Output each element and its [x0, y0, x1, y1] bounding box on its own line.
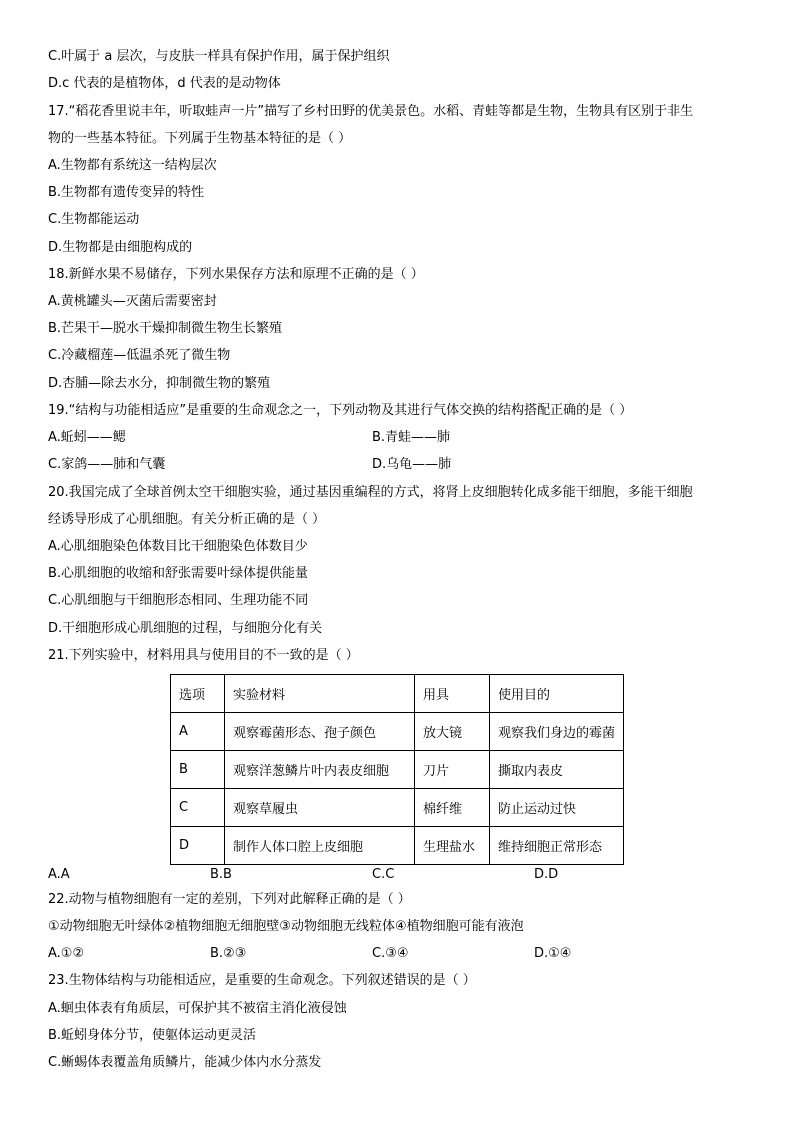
q19-stem: 19.“结构与功能相适应”是重要的生命观念之一，下列动物及其进行气体交换的结构搭配正确的是（ ） [48, 403, 633, 418]
table-cell: D [171, 827, 225, 865]
table-cell: 防止运动过快 [490, 789, 624, 827]
q22-option-c: C.③④ [372, 946, 409, 961]
table-cell: 观察我们身边的霉菌 [490, 713, 624, 751]
table-header-cell: 选项 [171, 675, 225, 713]
q20-stem-line-1: 20.我国完成了全球首例太空干细胞实验，通过基因重编程的方式，将肾上皮细胞转化成多能干细胞，多能干细胞 [48, 485, 693, 500]
q16-option-c: C.叶属于 a 层次，与皮肤一样具有保护作用，属于保护组织 [48, 49, 390, 64]
table-cell: 观察霉菌形态、孢子颜色 [225, 713, 415, 751]
q19-option-b: B.青蛙——肺 [372, 430, 451, 445]
q21-table [170, 674, 624, 865]
table-row [171, 751, 624, 789]
q23-stem: 23.生物体结构与功能相适应，是重要的生命观念。下列叙述错误的是（ ） [48, 973, 476, 988]
q22-option-b: B.②③ [210, 946, 247, 961]
table-cell: C [171, 789, 225, 827]
q22-option-d: D.①④ [534, 946, 572, 961]
q20-option-d: D.干细胞形成心肌细胞的过程，与细胞分化有关 [48, 621, 323, 636]
table-cell: 观察洋葱鳞片叶内表皮细胞 [225, 751, 415, 789]
q18-option-c: C.冷藏榴莲—低温杀死了微生物 [48, 348, 231, 363]
q17-stem-line-2: 物的一些基本特征。下列属于生物基本特征的是（ ） [48, 131, 352, 146]
table-cell: 观察草履虫 [225, 789, 415, 827]
q22-option-a: A.①② [48, 946, 85, 961]
q23-option-b: B.蚯蚓身体分节，使躯体运动更灵活 [48, 1028, 257, 1043]
table-cell: 放大镜 [415, 713, 490, 751]
table-row [171, 827, 624, 865]
table-cell: 制作人体口腔上皮细胞 [225, 827, 415, 865]
q20-option-c: C.心肌细胞与干细胞形态相同、生理功能不同 [48, 593, 309, 608]
q23-option-a: A.蛔虫体表有角质层，可保护其不被宿主消化液侵蚀 [48, 1001, 347, 1016]
q21-option-c: C.C [372, 867, 395, 882]
q22-stem: 22.动物与植物细胞有一定的差别，下列对此解释正确的是（ ） [48, 892, 411, 907]
q21-options [48, 866, 748, 884]
table-cell: 撕取内表皮 [490, 751, 624, 789]
table-cell: A [171, 713, 225, 751]
q20-option-a: A.心肌细胞染色体数目比干细胞染色体数目少 [48, 539, 308, 554]
table-cell: 刀片 [415, 751, 490, 789]
table-row [171, 713, 624, 751]
q20-option-b: B.心肌细胞的收缩和舒张需要叶绿体提供能量 [48, 566, 309, 581]
q19-option-c: C.家鸽——肺和气囊 [48, 457, 166, 472]
table-header-row [171, 675, 624, 713]
table-cell: B [171, 751, 225, 789]
q18-stem: 18.新鲜水果不易储存，下列水果保存方法和原理不正确的是（ ） [48, 267, 424, 282]
table-header-cell: 使用目的 [490, 675, 624, 713]
table-cell: 棉纤维 [415, 789, 490, 827]
q17-option-b: B.生物都有遗传变异的特性 [48, 185, 205, 200]
q17-option-c: C.生物都能运动 [48, 212, 140, 227]
q19-options-row-1 [48, 429, 748, 447]
q18-option-a: A.黄桃罐头—灭菌后需要密封 [48, 294, 217, 309]
q16-option-d: D.c 代表的是植物体，d 代表的是动物体 [48, 76, 281, 91]
q18-option-d: D.杏脯—除去水分，抑制微生物的繁殖 [48, 376, 271, 391]
q21-stem: 21.下列实验中，材料用具与使用目的不一致的是（ ） [48, 648, 359, 663]
q18-option-b: B.芒果干—脱水干燥抑制微生物生长繁殖 [48, 321, 283, 336]
q17-option-a: A.生物都有系统这一结构层次 [48, 158, 217, 173]
q23-option-c: C.蜥蜴体表覆盖角质鳞片，能减少体内水分蒸发 [48, 1055, 322, 1070]
table-header-cell: 实验材料 [225, 675, 415, 713]
q21-option-d: D.D [534, 867, 559, 882]
q17-option-d: D.生物都是由细胞构成的 [48, 240, 193, 255]
table-cell: 生理盐水 [415, 827, 490, 865]
q22-options [48, 945, 748, 963]
q21-option-b: B.B [210, 867, 232, 882]
q19-option-a: A.蚯蚓——鳃 [48, 430, 126, 445]
table-row [171, 789, 624, 827]
q19-options-row-2 [48, 456, 748, 474]
table-header-cell: 用具 [415, 675, 490, 713]
q19-option-d: D.乌龟——肺 [372, 457, 452, 472]
q21-option-a: A.A [48, 867, 70, 882]
q17-stem-line-1: 17.“稻花香里说丰年，听取蛙声一片”描写了乡村田野的优美景色。水稻、青蛙等都是生物，生物具有区别于非生 [48, 104, 694, 119]
table-cell: 维持细胞正常形态 [490, 827, 624, 865]
q22-statements: ①动物细胞无叶绿体②植物细胞无细胞壁③动物细胞无线粒体④植物细胞可能有液泡 [48, 919, 524, 934]
q20-stem-line-2: 经诱导形成了心肌细胞。有关分析正确的是（ ） [48, 512, 326, 527]
